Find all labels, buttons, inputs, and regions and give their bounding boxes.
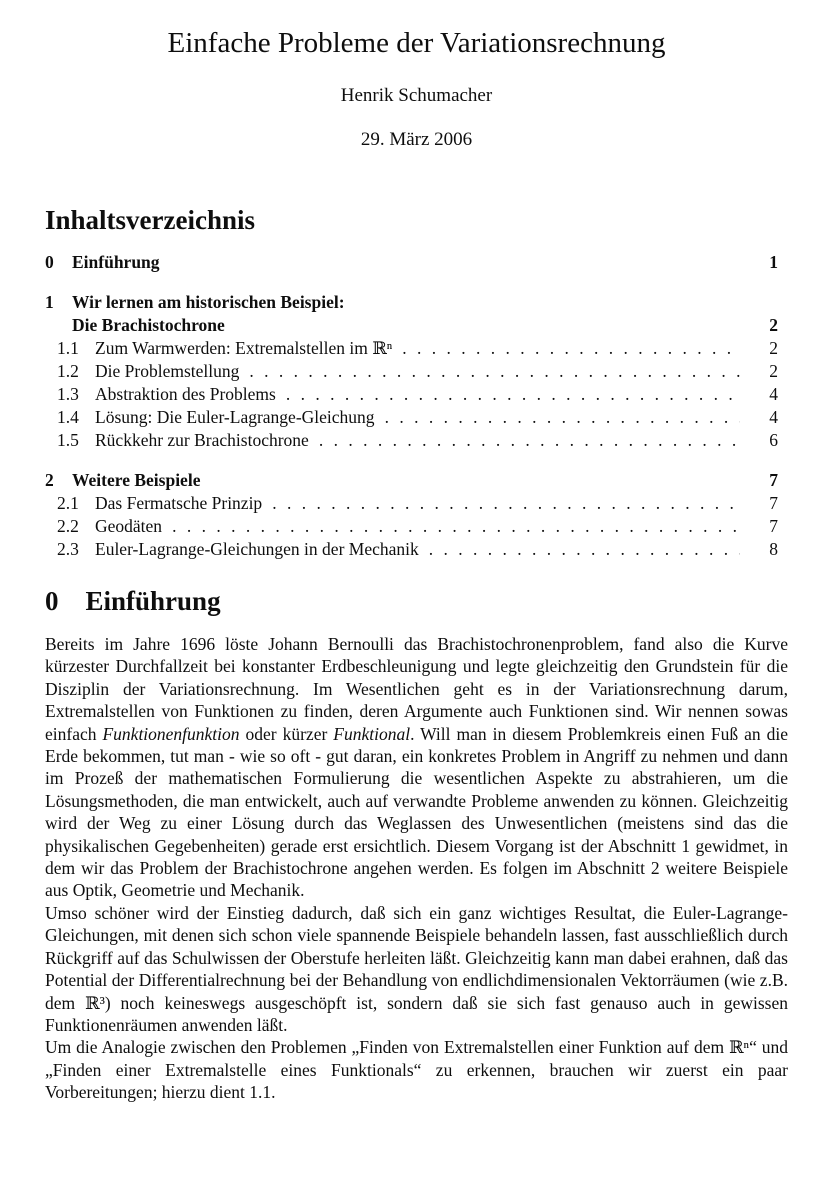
toc-page-number: 7 [769, 516, 778, 536]
toc-entry-label: Die Problemstellung [95, 361, 240, 381]
toc-leader-dots [385, 406, 740, 429]
toc-entry-1-5 [45, 429, 788, 452]
toc-entry-2-2 [45, 515, 788, 538]
paragraph-text: Bereits im Jahre 1696 löste Johann Bernoulli das Brachistochronenproblem, fand also die Kurve kürzester Durchfallzeit bei konstanter Erdbeschleunigung und legte gleichzeitig den Grundstein für die Disziplin der Variationsrechnung. Im Wesentlichen geht es in der Variationsrechnung darum, Extremalstellen von Funktionen zu finden, deren Argumente auch Funktionen sind. Wir nennen sowas einfach [45, 634, 788, 744]
toc-leader-dots [272, 492, 740, 515]
toc-entry-1-3 [45, 383, 788, 406]
toc-leader-dots [429, 538, 740, 561]
toc-entry-2 [45, 469, 788, 492]
toc-entry-2-3 [45, 538, 788, 561]
section-number: 0 [45, 586, 59, 616]
toc-entry-number: 1.3 [57, 384, 79, 404]
toc-entry-label: Wir lernen am historischen Beispiel: [72, 292, 345, 312]
paragraph-2: Umso schöner wird der Einstieg dadurch, daß sich ein ganz wichtiges Resultat, die Euler-Lagrange-Gleichungen, mit denen sich schon viele spannende Beispiele behandeln lassen, fast ausschließlich durch Rückgriff auf das Schulwissen der Oberstufe herleiten läßt. Gleichzeitig kann man dabei erahnen, daß das Potential der Differentialrechnung bei der Behandlung von endlichdimensionalen Vektorräumen (wie z.B. dem ℝ³) noch keineswegs ausgeschöpft ist, sondern daß sie sich fast genauso auch in gewissen Funktionenräumen anwenden läßt. [45, 902, 788, 1035]
toc-entry-number: 1.4 [57, 407, 79, 427]
toc-entry-2-1 [45, 492, 788, 515]
date: 29. März 2006 [360, 129, 473, 150]
paragraph-text: oder kürzer [239, 723, 334, 744]
toc-entry-number: 2.3 [57, 539, 79, 559]
section-heading [45, 585, 788, 617]
toc-entry-label: Die Brachistochrone [72, 315, 225, 335]
author: Henrik Schumacher [340, 85, 493, 106]
toc-page-number: 7 [769, 493, 778, 513]
paragraph-1 [45, 633, 788, 902]
toc-entry-1-2 [45, 360, 788, 383]
toc-entry-number: 1.1 [57, 338, 79, 358]
toc-entry-label: Zum Warmwerden: Extremalstellen im ℝⁿ [95, 338, 393, 358]
toc-page-number: 6 [769, 430, 778, 450]
toc-leader-dots [172, 515, 740, 538]
toc-entry-1-1 [45, 337, 788, 360]
toc-entry-label: Abstraktion des Problems [95, 384, 276, 404]
toc-page-number: 4 [769, 384, 778, 404]
italic-term: Funktional [333, 723, 411, 744]
toc-entry-0 [45, 251, 788, 274]
toc-leader-dots [249, 360, 740, 383]
toc-page-number: 2 [769, 338, 778, 358]
toc-entry-label: Das Fermatsche Prinzip [95, 493, 263, 513]
toc-page-number: 2 [769, 315, 778, 335]
section-title: Einführung [85, 586, 221, 616]
toc-entry-label: Euler-Lagrange-Gleichungen in der Mechanik [95, 539, 419, 559]
toc-entry-number: 1.2 [57, 361, 79, 381]
toc-entry-number: 0 [45, 252, 54, 272]
toc-entry-1-4 [45, 406, 788, 429]
paragraph-text: . Will man in diesem Problemkreis einen Fuß an die Erde bekommen, tut man - wie so oft - gut daran, ein konkretes Problem in Angriff zu nehmen und dann im Prozeß der mathematischen Formulierung die wesentlichen Aspekte zu abstrahieren, um die Lösungsmethoden, die man entwickelt, auch auf verwandte Probleme anwenden zu können. Gleichzeitig wird der Weg zu einer Lösung durch das Weglassen des Unwesentlichen (meistens sind das die physikalischen Gegebenheiten) gerade erst ersichtlich. Diesem Vorgang ist der Abschnitt 1 gewidmet, in dem wir das Problem der Brachistochrone angehen werden. Es folgen im Abschnitt 2 weitere Beispiele aus Optik, Geometrie und Mechanik. [45, 723, 789, 901]
toc-entry-number: 2.2 [57, 516, 79, 536]
toc-entry-label: Geodäten [95, 516, 163, 536]
toc-entry-label: Rückkehr zur Brachistochrone [95, 430, 309, 450]
toc-page-number: 7 [769, 470, 778, 490]
toc-entry-number: 2 [45, 470, 54, 490]
toc-entry-number: 2.1 [57, 493, 79, 513]
table-of-contents [45, 251, 788, 561]
toc-heading: Inhaltsverzeichnis [45, 205, 256, 235]
toc-entry-1-line-1 [45, 291, 788, 314]
toc-leader-dots [402, 337, 740, 360]
toc-page-number: 8 [769, 539, 778, 559]
toc-entry-label: Lösung: Die Euler-Lagrange-Gleichung [95, 407, 375, 427]
toc-page-number: 2 [769, 361, 778, 381]
toc-entry-label: Einführung [72, 252, 160, 272]
toc-page-number: 1 [769, 252, 778, 272]
toc-entry-number: 1.5 [57, 430, 79, 450]
toc-leader-dots [319, 429, 740, 452]
section-body [45, 633, 788, 1104]
document-title: Einfache Probleme der Variationsrechnung [167, 27, 666, 59]
toc-entry-1-line-2 [45, 314, 788, 337]
toc-leader-dots [286, 383, 740, 406]
toc-entry-number: 1 [45, 292, 54, 312]
italic-term: Funktionenfunktion [102, 723, 240, 744]
toc-page-number: 4 [769, 407, 778, 427]
paragraph-3: Um die Analogie zwischen den Problemen „Finden von Extremalstellen einer Funktion auf dem ℝⁿ“ und „Finden einer Extremalstelle eines Funktionals“ zu erkennen, brauchen wir zuerst ein paar Vorbereitungen; hierzu dient 1.1. [45, 1037, 788, 1103]
toc-entry-label: Weitere Beispiele [72, 470, 201, 490]
